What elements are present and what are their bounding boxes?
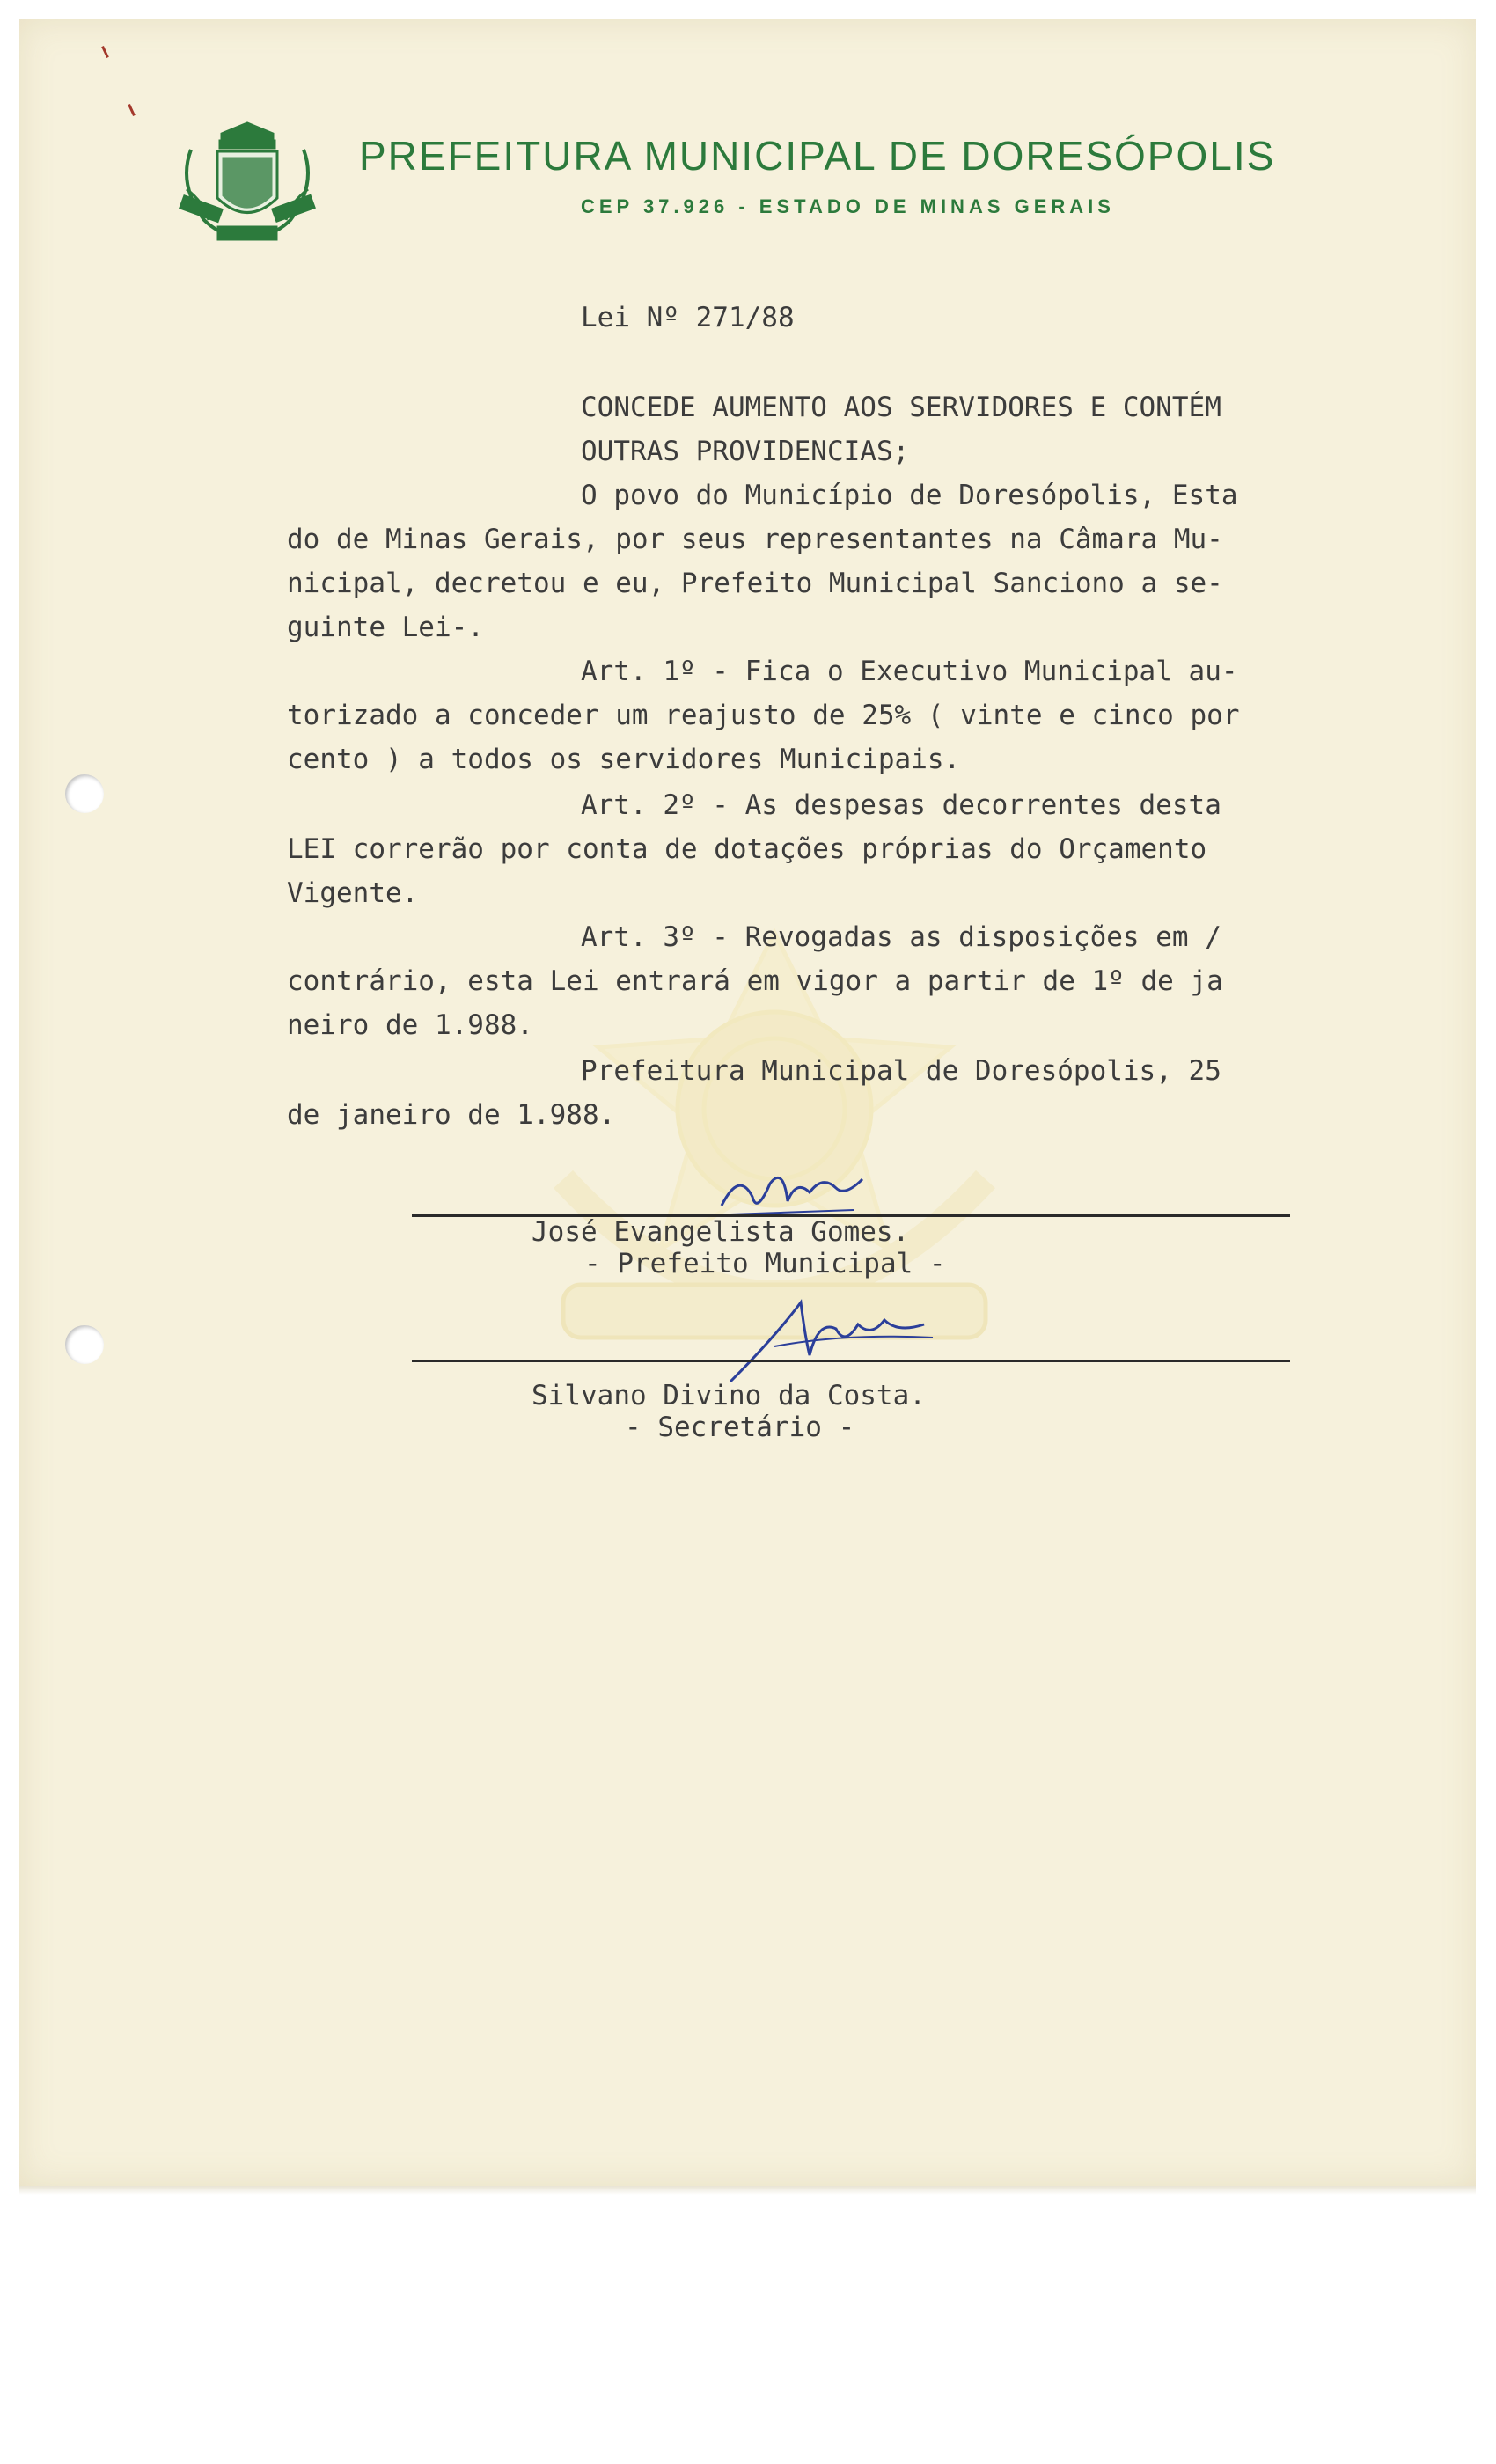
municipal-crest-logo bbox=[169, 114, 326, 245]
article-3-line: neiro de 1.988. bbox=[287, 1009, 533, 1041]
article-1-line: cento ) a todos os servidores Municipais. bbox=[287, 744, 961, 775]
article-3-line: contrário, esta Lei entrará em vigor a partir de 1º de ja bbox=[287, 965, 1223, 997]
punch-hole bbox=[65, 774, 104, 813]
letterhead-subtitle: CEP 37.926 - ESTADO DE MINAS GERAIS bbox=[581, 195, 1115, 217]
article-2-line: LEI correrão por conta de dotações próprias do Orçamento bbox=[287, 833, 1207, 865]
page-shadow bbox=[19, 2186, 1476, 2195]
preamble-line: guinte Lei-. bbox=[287, 612, 484, 643]
law-summary-line: CONCEDE AUMENTO AOS SERVIDORES E CONTÉM bbox=[581, 392, 1221, 423]
law-summary-line: OUTRAS PROVIDENCIAS; bbox=[581, 436, 910, 467]
article-2-line: Art. 2º - As despesas decorrentes desta bbox=[581, 789, 1221, 821]
article-2-line: Vigente. bbox=[287, 877, 419, 909]
signatory-name: José Evangelista Gomes. bbox=[532, 1216, 910, 1248]
article-1-line: torizado a conceder um reajusto de 25% ( vinte e cinco por bbox=[287, 700, 1240, 731]
article-3-line: Art. 3º - Revogadas as disposições em / bbox=[581, 921, 1221, 953]
closing-line: de janeiro de 1.988. bbox=[287, 1099, 616, 1131]
preamble-line: do de Minas Gerais, por seus representantes na Câmara Mu- bbox=[287, 524, 1223, 555]
secretary-signature bbox=[722, 1285, 950, 1390]
article-1-line: Art. 1º - Fica o Executivo Municipal au- bbox=[581, 656, 1238, 687]
signature-line bbox=[412, 1360, 1290, 1362]
signatory-name: Silvano Divino da Costa. bbox=[532, 1380, 926, 1412]
signatory-role: - Prefeito Municipal - bbox=[584, 1248, 946, 1280]
preamble-line: O povo do Município de Doresópolis, Esta bbox=[581, 480, 1238, 511]
punch-hole bbox=[65, 1325, 104, 1364]
preamble-line: nicipal, decretou e eu, Prefeito Municipal Sanciono a se- bbox=[287, 568, 1223, 599]
letterhead-title: PREFEITURA MUNICIPAL DE DORESÓPOLIS bbox=[359, 133, 1276, 179]
signatory-role: - Secretário - bbox=[625, 1412, 855, 1443]
law-number: Lei Nº 271/88 bbox=[581, 302, 795, 334]
closing-line: Prefeitura Municipal de Doresópolis, 25 bbox=[581, 1055, 1221, 1087]
